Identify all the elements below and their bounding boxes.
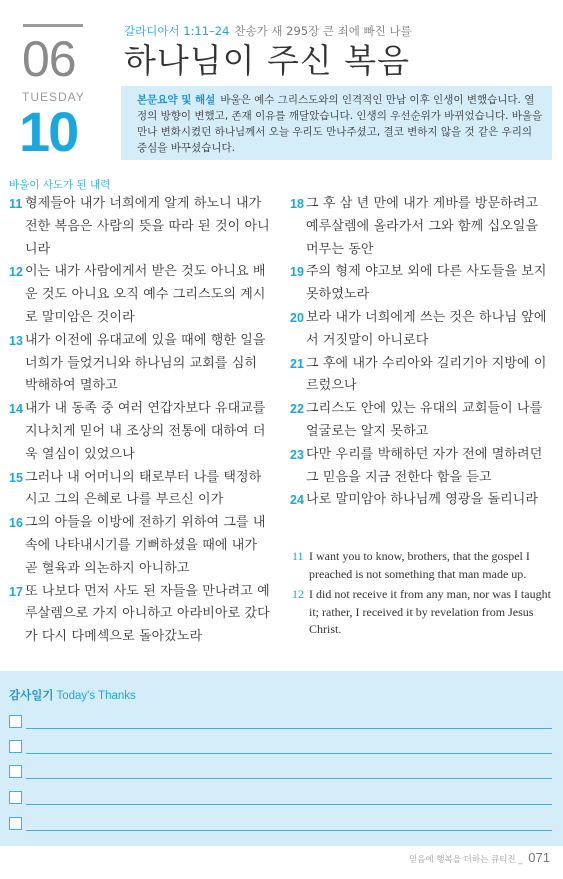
verse	[9, 467, 271, 513]
reference-text: 갈라디아서 1:11–24	[124, 24, 230, 38]
verse	[290, 398, 552, 444]
summary-label: 본문요약 및 해설	[137, 94, 216, 106]
thanks-row	[9, 765, 552, 779]
verse-text: 그러나 내 어머니의 태로부터 나를 택정하시고 그의 은혜로 나를 부르신 이가	[25, 469, 262, 508]
date-divider	[23, 24, 83, 27]
english-verses	[292, 548, 554, 642]
verse-number: 12	[292, 587, 304, 601]
thanks-writing-line[interactable]	[26, 804, 552, 805]
verse	[290, 261, 552, 307]
thanks-row	[9, 791, 552, 805]
date-month: 06	[22, 31, 76, 87]
verse-number: 12	[9, 265, 24, 280]
thanks-checkbox[interactable]	[9, 765, 22, 778]
thanks-box	[0, 671, 563, 846]
verse-text: 또 나보다 먼저 사도 된 자들을 만나려고 예루살렘으로 가지 아니하고 아라비아로 갔다가 다시 다메섹으로 돌아갔노라	[25, 583, 270, 645]
verse-text: 내가 이전에 유대교에 있을 때에 행한 일을 너희가 들었거니와 하나님의 교회를 심히 박해하여 멸하고	[25, 332, 266, 394]
verse-text: 형제들아 내가 너희에게 알게 하노니 내가 전한 복음은 사람의 뜻을 따라 된 것이 아니니라	[25, 196, 270, 257]
verse-number: 24	[290, 493, 305, 508]
verse-text: 이는 내가 사람에게서 받은 것도 아니요 배운 것도 아니요 오직 예수 그리스도의 계시로 말미암은 것이라	[25, 264, 266, 325]
thanks-checkbox[interactable]	[9, 817, 22, 830]
verse-text: 내가 내 동족 중 여러 연갑자보다 유대교를 지나치게 믿어 내 조상의 전통에 대하여 더욱 열심이 있었으나	[25, 401, 266, 462]
date-day: 10	[19, 100, 78, 163]
footer: 믿음에 행복을 더하는 큐티진 _ 071	[409, 850, 550, 865]
verse	[292, 586, 554, 639]
verse	[290, 193, 552, 261]
scripture-reference	[124, 23, 412, 39]
verse-number: 11	[292, 549, 304, 563]
verse	[292, 548, 554, 583]
page-number: 071	[528, 850, 550, 865]
verse-text: 주의 형제 야고보 외에 다른 사도들을 보지 못하였노라	[306, 264, 547, 303]
date-weekday: TUESDAY	[22, 90, 85, 104]
verse-number: 21	[290, 356, 305, 371]
verse-number: 11	[9, 197, 23, 211]
verse	[9, 512, 271, 580]
thanks-checkbox[interactable]	[9, 740, 22, 753]
thanks-checkbox[interactable]	[9, 791, 22, 804]
verse-text: 그리스도 안에 있는 유대의 교회들이 나를 얼굴로는 알지 못하고	[306, 401, 543, 439]
summary-box	[121, 86, 552, 160]
verse-text: I did not receive it from any man, nor was I taught it; rather, I received it by revelation from Jesus Christ.	[309, 587, 551, 636]
footer-text: 믿음에 행복을 더하는 큐티진	[409, 855, 516, 865]
verse	[9, 193, 271, 261]
verse	[9, 398, 271, 466]
thanks-title	[9, 687, 136, 703]
verse-text: 그 후 삼 년 만에 내가 게바를 방문하려고 예루살렘에 올라가서 그와 함께 십오일을 머무는 동안	[306, 196, 539, 257]
thanks-row	[9, 715, 552, 729]
verse	[290, 489, 552, 512]
verse	[290, 444, 552, 490]
page-title: 하나님이 주신 복음	[124, 41, 411, 80]
verse-number: 22	[290, 402, 305, 417]
verse-number: 16	[9, 516, 24, 531]
verse-number: 20	[290, 310, 305, 325]
thanks-row	[9, 817, 552, 831]
verse	[290, 353, 552, 399]
verse-number: 15	[9, 470, 24, 485]
verse-text: 그의 아들을 이방에 전하기 위하여 그를 내 속에 나타내시기를 기뻐하셨을 때에 내가 곧 혈육과 의논하지 아니하고	[25, 515, 266, 576]
verse	[9, 261, 271, 329]
section-label: 바울이 사도가 된 내력	[9, 179, 111, 191]
verse-text: 나로 말미암아 하나님께 영광을 돌리니라	[306, 492, 539, 508]
summary-text: 바울은 예수 그리스도와의 인격적인 만남 이후 인생이 변했습니다. 열정의 방향이 변했고, 존재 이유를 깨달았습니다. 인생의 우선순위가 바뀌었습니다. 바울을 만나 변화시켰던 하나님께서 오늘 우리도 만나주셨고, 결코 변하지 않을 것 같은 우리의 중심을 바꾸셨습니다.	[137, 94, 543, 154]
thanks-checkbox[interactable]	[9, 715, 22, 728]
verse-number: 18	[290, 197, 305, 211]
verse-column-right	[290, 193, 552, 512]
thanks-title-kr: 감사일기	[9, 688, 54, 702]
thanks-writing-line[interactable]	[26, 830, 552, 831]
thanks-writing-line[interactable]	[26, 778, 552, 779]
verse	[290, 307, 552, 353]
verse-column-left	[9, 193, 271, 649]
verse-number: 14	[9, 402, 24, 417]
verse-text: 그 후에 내가 수리아와 길리기아 지방에 이르렀으나	[306, 355, 547, 394]
verse-text: I want you to know, brothers, that the gospel I preached is not something that man made up.	[309, 549, 530, 581]
thanks-title-en: Today's Thanks	[56, 690, 136, 702]
verse-text: 다만 우리를 박해하던 자가 전에 멸하려던 그 믿음을 지금 전한다 함을 듣고	[306, 446, 543, 485]
verse-number: 13	[9, 333, 24, 348]
hymn-text: 찬송가 새 295장 큰 죄에 빠진 나를	[234, 24, 412, 38]
verse	[9, 581, 271, 649]
thanks-writing-line[interactable]	[26, 753, 552, 754]
thanks-row	[9, 740, 552, 754]
verse-number: 17	[9, 584, 24, 599]
verse	[9, 330, 271, 398]
thanks-writing-line[interactable]	[26, 728, 552, 729]
verse-number: 23	[290, 447, 305, 462]
verse-text: 보라 내가 너희에게 쓰는 것은 하나님 앞에서 거짓말이 아니로다	[306, 309, 547, 348]
verse-number: 19	[290, 265, 305, 280]
